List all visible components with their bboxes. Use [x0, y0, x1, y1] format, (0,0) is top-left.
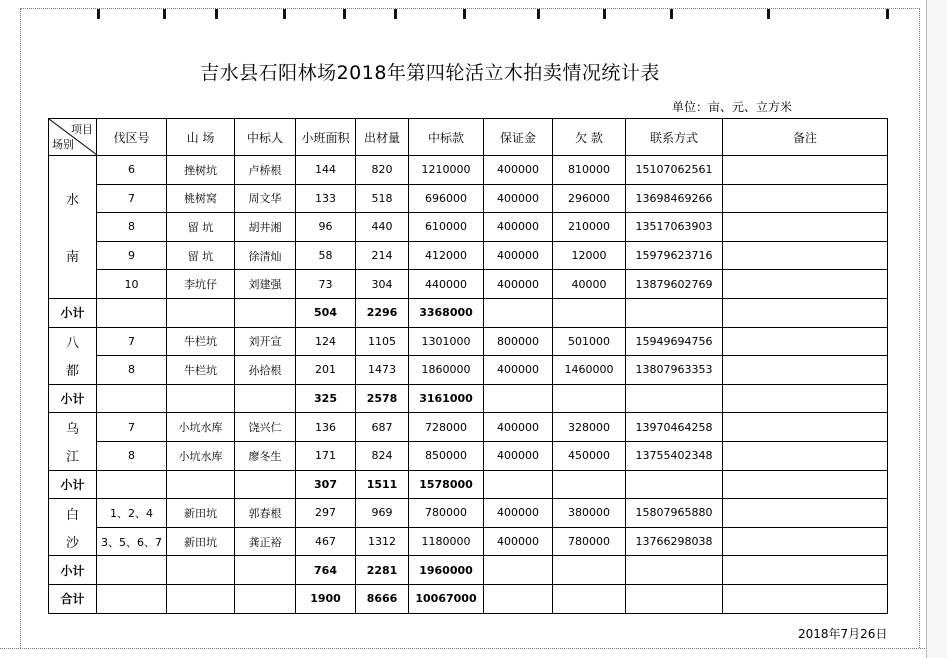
area-cell: 136 — [296, 413, 356, 442]
deposit-cell: 400000 — [484, 213, 553, 242]
lot-number-cell: 7 — [97, 413, 167, 442]
column-header: 保证金 — [484, 119, 553, 156]
farm-name-cell: 八 — [49, 327, 97, 356]
table-row — [49, 213, 888, 242]
table-row — [49, 184, 888, 213]
ruler-tick — [463, 9, 466, 19]
volume-cell: 214 — [356, 241, 409, 270]
subtotal-row — [49, 556, 888, 585]
bidder-cell: 周文华 — [235, 184, 296, 213]
volume-cell: 820 — [356, 156, 409, 185]
arrears-cell: 501000 — [553, 327, 626, 356]
empty-cell — [553, 298, 626, 327]
empty-cell — [626, 556, 723, 585]
bidder-cell: 饶兴仁 — [235, 413, 296, 442]
bidder-cell: 郭春根 — [235, 499, 296, 528]
total-amount: 10067000 — [409, 584, 484, 613]
phone-cell: 13807963353 — [626, 356, 723, 385]
area-cell: 133 — [296, 184, 356, 213]
mountain-cell: 桃树窝 — [167, 184, 235, 213]
lot-number-cell: 7 — [97, 184, 167, 213]
mountain-cell: 留 坑 — [167, 241, 235, 270]
farm-name-cell — [49, 213, 97, 242]
subtotal-amount: 3161000 — [409, 384, 484, 413]
remark-cell — [723, 156, 888, 185]
subtotal-volume: 2281 — [356, 556, 409, 585]
arrears-cell: 12000 — [553, 241, 626, 270]
ruler-tick — [670, 9, 673, 19]
phone-cell: 15979623716 — [626, 241, 723, 270]
empty-cell — [626, 298, 723, 327]
unit-note: 单位：亩、元、立方米 — [672, 100, 793, 114]
volume-cell: 518 — [356, 184, 409, 213]
ruler-tick — [163, 9, 166, 19]
column-header: 小班面积 — [296, 119, 356, 156]
remark-cell — [723, 356, 888, 385]
deposit-cell: 400000 — [484, 270, 553, 299]
lot-number-cell: 10 — [97, 270, 167, 299]
page-title: 吉水县石阳林场2018年第四轮活立木拍卖情况统计表 — [200, 62, 660, 84]
amount-cell: 412000 — [409, 241, 484, 270]
mountain-cell: 牛栏坑 — [167, 327, 235, 356]
subtotal-amount: 3368000 — [409, 298, 484, 327]
total-row — [49, 584, 888, 613]
table-row — [49, 499, 888, 528]
farm-name-cell: 江 — [49, 441, 97, 470]
ruler-tick — [886, 9, 889, 19]
header-corner-cell — [49, 119, 97, 156]
amount-cell: 850000 — [409, 441, 484, 470]
empty-cell — [723, 556, 888, 585]
arrears-cell: 296000 — [553, 184, 626, 213]
phone-cell: 13517063903 — [626, 213, 723, 242]
column-header: 中标款 — [409, 119, 484, 156]
table-row — [49, 527, 888, 556]
volume-cell: 440 — [356, 213, 409, 242]
vertical-scrollbar[interactable] — [926, 0, 947, 658]
volume-cell: 687 — [356, 413, 409, 442]
arrears-cell: 810000 — [553, 156, 626, 185]
deposit-cell: 400000 — [484, 184, 553, 213]
empty-cell — [626, 384, 723, 413]
deposit-cell: 400000 — [484, 241, 553, 270]
empty-cell — [167, 584, 235, 613]
empty-cell — [97, 556, 167, 585]
subtotal-amount: 1578000 — [409, 470, 484, 499]
remark-cell — [723, 327, 888, 356]
table-row — [49, 156, 888, 185]
mountain-cell: 小坑水库 — [167, 413, 235, 442]
amount-cell: 728000 — [409, 413, 484, 442]
area-cell: 96 — [296, 213, 356, 242]
ruler-tick — [343, 9, 346, 19]
lot-number-cell: 7 — [97, 327, 167, 356]
subtotal-row — [49, 470, 888, 499]
empty-cell — [167, 470, 235, 499]
area-cell: 58 — [296, 241, 356, 270]
mountain-cell: 新田坑 — [167, 527, 235, 556]
volume-cell: 1473 — [356, 356, 409, 385]
arrears-cell: 450000 — [553, 441, 626, 470]
bidder-cell: 龚正裕 — [235, 527, 296, 556]
empty-cell — [235, 298, 296, 327]
subtotal-volume: 2578 — [356, 384, 409, 413]
empty-cell — [553, 384, 626, 413]
mountain-cell: 新田坑 — [167, 499, 235, 528]
subtotal-label: 小计 — [49, 556, 97, 585]
farm-name-cell: 南 — [49, 241, 97, 270]
empty-cell — [167, 298, 235, 327]
table-header-row — [49, 119, 888, 156]
ruler-tick — [767, 9, 770, 19]
phone-cell: 13879602769 — [626, 270, 723, 299]
mountain-cell: 挫树坑 — [167, 156, 235, 185]
empty-cell — [235, 384, 296, 413]
empty-cell — [235, 470, 296, 499]
column-header: 中标人 — [235, 119, 296, 156]
farm-name-cell — [49, 270, 97, 299]
area-cell: 73 — [296, 270, 356, 299]
bidder-cell: 刘开宣 — [235, 327, 296, 356]
empty-cell — [97, 384, 167, 413]
empty-cell — [626, 470, 723, 499]
empty-cell — [97, 298, 167, 327]
area-cell: 467 — [296, 527, 356, 556]
phone-cell: 15807965880 — [626, 499, 723, 528]
lot-number-cell: 3、5、6、7 — [97, 527, 167, 556]
mountain-cell: 留 坑 — [167, 213, 235, 242]
amount-cell: 1210000 — [409, 156, 484, 185]
remark-cell — [723, 213, 888, 242]
amount-cell: 1860000 — [409, 356, 484, 385]
remark-cell — [723, 413, 888, 442]
column-header: 备注 — [723, 119, 888, 156]
empty-cell — [235, 584, 296, 613]
subtotal-volume: 2296 — [356, 298, 409, 327]
phone-cell: 13698469266 — [626, 184, 723, 213]
ruler-tick — [283, 9, 286, 19]
arrears-cell: 40000 — [553, 270, 626, 299]
bidder-cell: 徐清灿 — [235, 241, 296, 270]
deposit-cell: 400000 — [484, 499, 553, 528]
bidder-cell: 卢桥根 — [235, 156, 296, 185]
empty-cell — [97, 470, 167, 499]
volume-cell: 824 — [356, 441, 409, 470]
amount-cell: 1301000 — [409, 327, 484, 356]
ruler-tick — [537, 9, 540, 19]
column-header: 欠 款 — [553, 119, 626, 156]
remark-cell — [723, 184, 888, 213]
page-bottom-ruler — [0, 648, 947, 649]
empty-cell — [553, 584, 626, 613]
column-header: 联系方式 — [626, 119, 723, 156]
total-volume: 8666 — [356, 584, 409, 613]
header-farm-label: 场别 — [52, 138, 74, 151]
area-cell: 124 — [296, 327, 356, 356]
subtotal-row — [49, 298, 888, 327]
arrears-cell: 380000 — [553, 499, 626, 528]
empty-cell — [97, 584, 167, 613]
phone-cell: 13766298038 — [626, 527, 723, 556]
column-header: 山 场 — [167, 119, 235, 156]
arrears-cell: 328000 — [553, 413, 626, 442]
header-item-label: 项目 — [71, 123, 93, 136]
ruler-tick — [97, 9, 100, 19]
remark-cell — [723, 241, 888, 270]
farm-name-cell: 都 — [49, 356, 97, 385]
mountain-cell: 李坑仔 — [167, 270, 235, 299]
amount-cell: 696000 — [409, 184, 484, 213]
subtotal-row — [49, 384, 888, 413]
ruler-tick — [603, 9, 606, 19]
lot-number-cell: 6 — [97, 156, 167, 185]
phone-cell: 15107062561 — [626, 156, 723, 185]
farm-name-cell — [49, 156, 97, 185]
subtotal-area: 307 — [296, 470, 356, 499]
table-row — [49, 413, 888, 442]
lot-number-cell: 8 — [97, 441, 167, 470]
arrears-cell: 1460000 — [553, 356, 626, 385]
report-date: 2018年7月26日 — [798, 627, 888, 641]
area-cell: 297 — [296, 499, 356, 528]
empty-cell — [484, 584, 553, 613]
mountain-cell: 小坑水库 — [167, 441, 235, 470]
amount-cell: 1180000 — [409, 527, 484, 556]
table-row — [49, 241, 888, 270]
area-cell: 171 — [296, 441, 356, 470]
empty-cell — [484, 384, 553, 413]
ruler-tick — [215, 9, 218, 19]
subtotal-label: 小计 — [49, 384, 97, 413]
remark-cell — [723, 441, 888, 470]
remark-cell — [723, 499, 888, 528]
farm-name-cell: 乌 — [49, 413, 97, 442]
lot-number-cell: 8 — [97, 213, 167, 242]
deposit-cell: 800000 — [484, 327, 553, 356]
lot-number-cell: 1、2、4 — [97, 499, 167, 528]
page-top-ruler — [20, 8, 920, 9]
deposit-cell: 400000 — [484, 356, 553, 385]
empty-cell — [235, 556, 296, 585]
empty-cell — [723, 584, 888, 613]
deposit-cell: 400000 — [484, 156, 553, 185]
deposit-cell: 400000 — [484, 441, 553, 470]
area-cell: 201 — [296, 356, 356, 385]
volume-cell: 1312 — [356, 527, 409, 556]
subtotal-area: 504 — [296, 298, 356, 327]
bidder-cell: 胡井湘 — [235, 213, 296, 242]
empty-cell — [626, 584, 723, 613]
remark-cell — [723, 527, 888, 556]
empty-cell — [484, 298, 553, 327]
total-area: 1900 — [296, 584, 356, 613]
volume-cell: 1105 — [356, 327, 409, 356]
remark-cell — [723, 270, 888, 299]
subtotal-label: 小计 — [49, 470, 97, 499]
bidder-cell: 刘建强 — [235, 270, 296, 299]
deposit-cell: 400000 — [484, 413, 553, 442]
empty-cell — [723, 298, 888, 327]
table-row — [49, 327, 888, 356]
volume-cell: 304 — [356, 270, 409, 299]
table-row — [49, 441, 888, 470]
bidder-cell: 孙拾根 — [235, 356, 296, 385]
empty-cell — [484, 470, 553, 499]
empty-cell — [167, 556, 235, 585]
lot-number-cell: 9 — [97, 241, 167, 270]
subtotal-amount: 1960000 — [409, 556, 484, 585]
empty-cell — [723, 470, 888, 499]
area-cell: 144 — [296, 156, 356, 185]
farm-name-cell: 水 — [49, 184, 97, 213]
subtotal-label: 小计 — [49, 298, 97, 327]
column-header: 伐区号 — [97, 119, 167, 156]
bidder-cell: 廖冬生 — [235, 441, 296, 470]
mountain-cell: 牛栏坑 — [167, 356, 235, 385]
phone-cell: 13755402348 — [626, 441, 723, 470]
empty-cell — [723, 384, 888, 413]
farm-name-cell: 白 — [49, 499, 97, 528]
amount-cell: 780000 — [409, 499, 484, 528]
table-row — [49, 270, 888, 299]
volume-cell: 969 — [356, 499, 409, 528]
arrears-cell: 210000 — [553, 213, 626, 242]
subtotal-area: 325 — [296, 384, 356, 413]
lot-number-cell: 8 — [97, 356, 167, 385]
arrears-cell: 780000 — [553, 527, 626, 556]
phone-cell: 15949694756 — [626, 327, 723, 356]
amount-cell: 610000 — [409, 213, 484, 242]
subtotal-volume: 1511 — [356, 470, 409, 499]
empty-cell — [484, 556, 553, 585]
auction-stats-table — [48, 118, 888, 614]
phone-cell: 13970464258 — [626, 413, 723, 442]
deposit-cell: 400000 — [484, 527, 553, 556]
farm-name-cell: 沙 — [49, 527, 97, 556]
table-row — [49, 356, 888, 385]
empty-cell — [167, 384, 235, 413]
empty-cell — [553, 556, 626, 585]
amount-cell: 440000 — [409, 270, 484, 299]
column-header: 出材量 — [356, 119, 409, 156]
empty-cell — [553, 470, 626, 499]
total-label: 合计 — [49, 584, 97, 613]
subtotal-area: 764 — [296, 556, 356, 585]
ruler-tick — [394, 9, 397, 19]
